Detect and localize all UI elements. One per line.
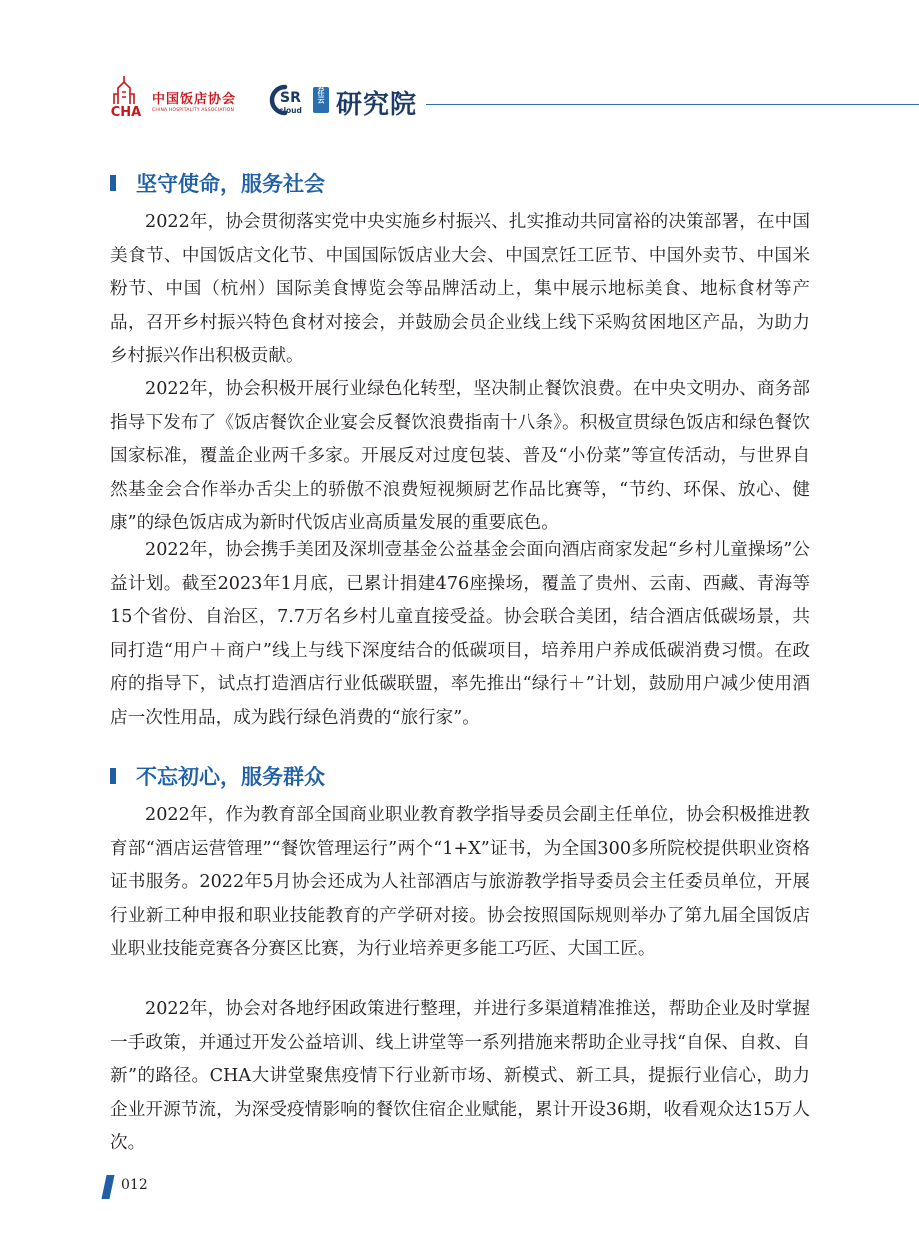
section-title: 不忘初心，服务群众 [136, 765, 325, 789]
section-heading-people [110, 763, 325, 789]
paragraph: 2022年，协会对各地纾困政策进行整理，并进行多渠道精准推送，帮助企业及时掌握一手政策，并通过开发公益培训、线上讲堂等一系列措施来帮助企业寻找“自保、自救、自新”的路径。CHA大讲堂聚焦疫情下行业新市场、新模式、新工具，提振行业信心，助力企业开源节流，为深受疫情影响的餐饮住宿企业赋能，累计开设36期，收看观众达15万人次。 [110, 999, 810, 1153]
paragraph: 2022年，协会贯彻落实党中央实施乡村振兴、扎实推动共同富裕的决策部署，在中国美食节、中国饭店文化节、中国国际饭店业大会、中国烹饪工匠节、中国外卖节、中国米粉节、中国（杭州）国际美食博览会等品牌活动上，集中展示地标美食、地标食材等产品，召开乡村振兴特色食材对接会，并鼓励会员企业线上线下采购贫困地区产品，为助力乡村振兴作出积极贡献。 [110, 212, 810, 366]
heading-bar-icon [110, 768, 116, 784]
cha-logo-icon [102, 74, 150, 118]
paragraph: 2022年，协会积极开展行业绿色化转型，坚决制止餐饮浪费。在中央文明办、商务部指导下发布了《饭店餐饮企业宴会反餐饮浪费指南十八条》。积极宣贯绿色饭店和绿色餐饮国家标准，覆盖企业两千多家。开展反对过度包装、普及“小份菜”等宣传活动，与世界自然基金会合作举办舌尖上的骄傲不浪费短视频厨艺作品比赛等，“节约、环保、放心、健康”的绿色饭店成为新时代饭店业高质量发展的重要底色。 [110, 379, 810, 533]
paragraph: 2022年，协会携手美团及深圳壹基金公益基金会面向酒店商家发起“乡村儿童操场”公益计划。截至2023年1月底，已累计捐建476座操场，覆盖了贵州、云南、西藏、青海等15个省份、自治区，7.7万名乡村儿童直接受益。协会联合美团，结合酒店低碳场景，共同打造“用户＋商户”线上与线下深度结合的低碳项目，培养用户养成低碳消费习惯。在政府的指导下，试点打造酒店行业低碳联盟，率先推出“绿行＋”计划，鼓励用户减少使用酒店一次性用品，成为践行绿色消费的“旅行家”。 [110, 540, 810, 728]
page-header [0, 0, 919, 140]
cha-name [152, 88, 236, 113]
page-number: 012 [121, 1177, 148, 1193]
section-title: 坚守使命，服务社会 [136, 172, 325, 196]
header-rule [426, 104, 919, 105]
csr-cloud-text: cloud [279, 106, 302, 115]
paragraph: 2022年，作为教育部全国商业职业教育教学指导委员会副主任单位，协会积极推进教育部“酒店运营管理”“餐饮管理运行”两个“1+X”证书，为全国300多所院校提供职业资格证书服务。2022年5月协会还成为人社部酒店与旅游教学指导委员会主任委员单位，开展行业新工种申报和职业技能教育的产学研对接。协会按照国际规则举办了第九届全国饭店业职业技能竞赛各分赛区比赛，为行业培养更多能工巧匠、大国工匠。 [110, 805, 810, 959]
page-number-bar-icon [101, 1175, 114, 1199]
csr-cloud-logo-icon [263, 82, 331, 118]
csr-badge-text: 责任云 [317, 82, 325, 104]
cha-name-en: CHINA HOSPITALITY ASSOCIATION [152, 108, 235, 113]
cha-mark-text: CHA [110, 105, 142, 118]
cha-name-cn: 中国饭店协会 [152, 92, 237, 107]
heading-bar-icon [110, 175, 116, 191]
institute-name: 研究院 [336, 90, 418, 120]
section-heading-mission [110, 170, 325, 196]
csr-mark-text: SR [280, 90, 301, 106]
